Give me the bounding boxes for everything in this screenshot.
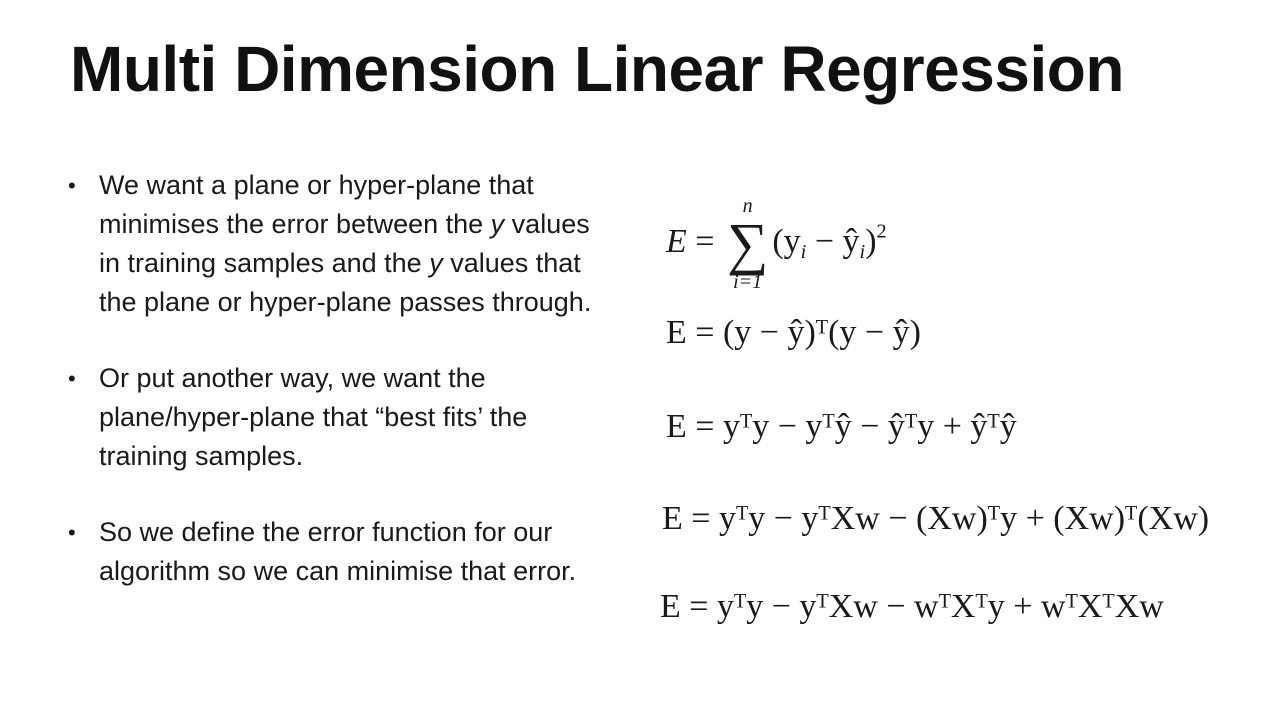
bullet-icon: •: [68, 173, 76, 198]
eq1-yhat: ŷ: [842, 222, 860, 260]
summation: [727, 196, 768, 292]
eq1-subscript: i: [800, 240, 807, 263]
equation-xw-substituted: E = yᵀy − yᵀXw − (Xw)ᵀy + (Xw)ᵀ(Xw): [662, 500, 1210, 537]
bullet-text: We want a plane or hyper-plane that minimises the error between the: [99, 170, 534, 239]
equation-expanded: E = yᵀy − yᵀŷ − ŷᵀy + ŷᵀŷ: [666, 408, 1017, 445]
bullet-text: values in training samples and the: [99, 209, 590, 278]
eq1-lhs: E: [666, 222, 687, 260]
bullet-item: [66, 513, 606, 591]
bullet-text: values that the plane or hyper-plane passes through.: [99, 248, 592, 317]
eq1-subscript: i: [859, 240, 866, 263]
sigma-symbol: ∑: [726, 211, 769, 276]
slide-title: Multi Dimension Linear Regression: [70, 33, 1124, 105]
bullet-text-italic: y: [429, 248, 443, 278]
bullet-icon: •: [68, 366, 76, 391]
bullet-text: Or put another way, we want the plane/hyper-plane that “best fits’ the training samples.: [99, 363, 528, 471]
bullet-text-italic: y: [490, 209, 505, 239]
equation-matrix-form: E = (y − ŷ)ᵀ(y − ŷ): [666, 314, 921, 351]
bullet-text: So we define the error function for our algorithm so we can minimise that error.: [99, 517, 577, 586]
bullet-item: [66, 166, 606, 322]
eq1-minus: −: [814, 222, 835, 260]
equation-final: E = yᵀy − yᵀXw − wᵀXᵀy + wᵀXᵀXw: [660, 588, 1164, 625]
bullet-icon: •: [68, 520, 76, 545]
eq1-term-close: ): [865, 222, 877, 260]
sum-upper-limit: n: [742, 195, 753, 217]
eq1-term-open: (y: [772, 222, 801, 260]
equation-sum: [666, 196, 887, 292]
eq1-power: 2: [876, 220, 887, 243]
sum-lower-limit: i=1: [733, 271, 763, 293]
bullet-list: [66, 166, 606, 628]
bullet-item: [66, 359, 606, 476]
eq1-equals: =: [695, 222, 715, 260]
